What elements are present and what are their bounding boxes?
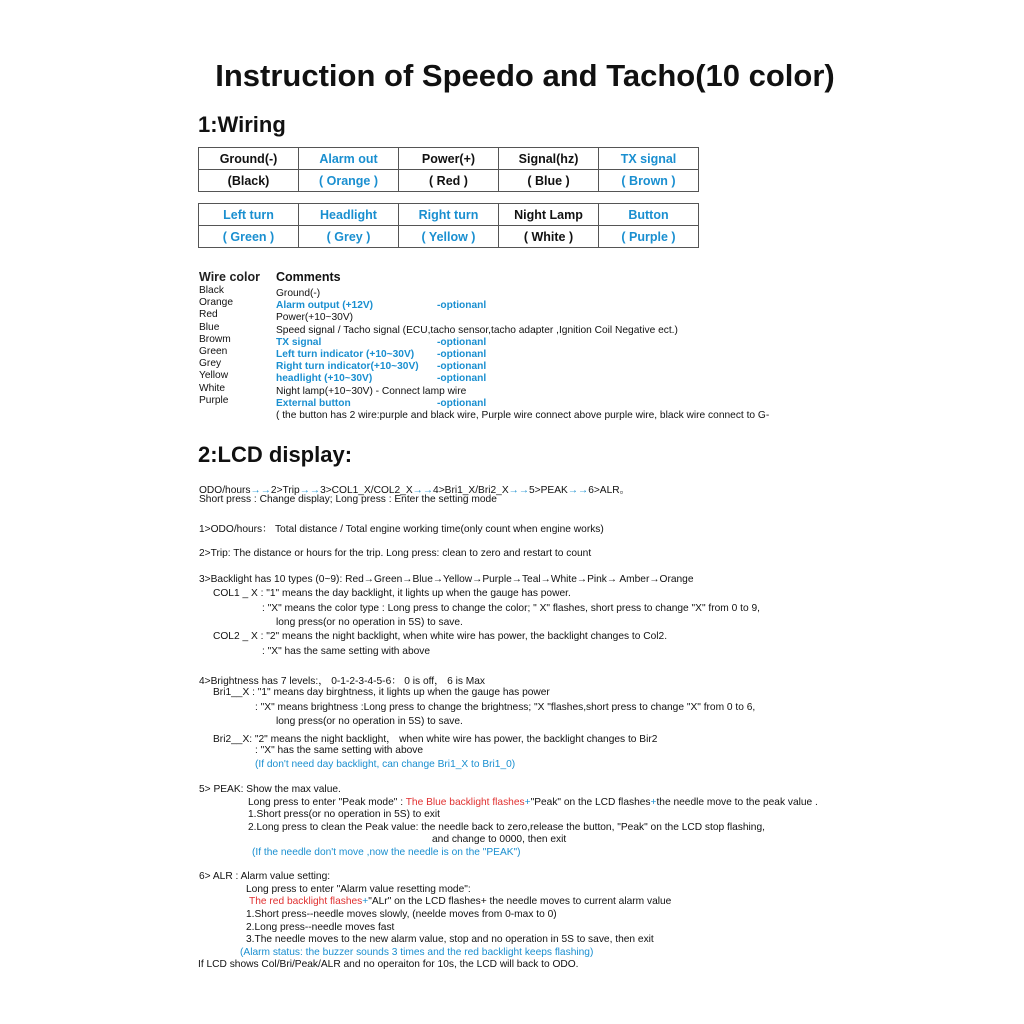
- item4-line6: : "X" has the same setting with above: [255, 745, 424, 756]
- wire-comment-item: [276, 325, 769, 337]
- wiring-cell: Signal(hz): [499, 148, 599, 170]
- item6-line3-b: "ALr" on the LCD flashes+ the needle moves to current alarm value: [368, 896, 672, 907]
- optional-tag: -optionanl: [437, 336, 487, 348]
- optional-tag: -optionanl: [437, 397, 487, 409]
- wiring-row: [199, 204, 699, 226]
- item3-line4: long press(or no operation in 5S) to save.: [276, 617, 463, 628]
- wire-color-item: Purple: [199, 394, 229, 406]
- item4-line4: long press(or no operation in 5S) to save.: [276, 716, 463, 727]
- wiring-cell: ( Red ): [399, 170, 499, 192]
- sequence-step: 2>Trip: [270, 485, 300, 496]
- wire-comment-item: [276, 300, 769, 312]
- wiring-cell: TX signal: [599, 148, 699, 170]
- item5-line1: 5> PEAK: Show the max value.: [199, 784, 341, 795]
- wiring-table-2: [198, 203, 699, 248]
- arrow-icon: →→: [567, 485, 589, 496]
- wiring-cell: Alarm out: [299, 148, 399, 170]
- wire-color-header: Wire color: [199, 270, 261, 284]
- item6-line8: If LCD shows Col/Bri/Peak/ALR and no operaiton for 10s, the LCD will back to ODO.: [198, 959, 579, 970]
- item6-line4: 1.Short press--needle moves slowly, (neelde moves from 0-max to 0): [246, 909, 557, 920]
- wire-comment-text: External button: [276, 397, 351, 409]
- item5-line2-b: The Blue backlight flashes: [405, 797, 525, 808]
- wire-color-item: Green: [199, 346, 228, 358]
- wiring-cell: (Black): [199, 170, 299, 192]
- item5-line2: [248, 797, 818, 808]
- item5-line6: (If the needle don't move ,now the needle is on the "PEAK"): [252, 847, 521, 858]
- wire-comment-item: [276, 312, 769, 324]
- arrow-icon: →→: [250, 485, 271, 496]
- wire-comment-list: [276, 288, 769, 422]
- wiring-cell: ( White ): [499, 226, 599, 248]
- item4-line1: 4>Brightness has 7 levels:， 0-1-2-3-4-5-6： 0 is off， 6 is Max: [199, 676, 486, 687]
- wire-comment-text: Night lamp(+10~30V) - Connect lamp wire: [276, 385, 467, 397]
- wire-color-item: White: [199, 382, 226, 394]
- wiring-table-1: [198, 147, 699, 192]
- item3-line5: COL2 _ X : "2" means the night backlight, when white wire has power, the backlight changes to Col2.: [213, 631, 668, 642]
- wiring-cell: Power(+): [399, 148, 499, 170]
- wire-comment-text: headlight (+10~30V): [276, 373, 373, 385]
- plus-sign: +: [650, 797, 657, 808]
- arrow-icon: →→: [412, 485, 434, 496]
- wiring-cell: ( Grey ): [299, 226, 399, 248]
- item4-line2: Bri1__X : "1" means day birghtness, it lights up when the gauge has power: [213, 687, 550, 698]
- item5-line2-c: "Peak" on the LCD flashes: [530, 797, 651, 808]
- sequence-step: ODO/hours: [199, 485, 251, 496]
- item5-line5: and change to 0000, then exit: [432, 834, 567, 845]
- sequence-step: 5>PEAK: [529, 485, 568, 496]
- item5-line4: 2.Long press to clean the Peak value: the needle back to zero,release the button, "Peak" on the LCD stop flashing,: [248, 822, 765, 833]
- optional-tag: -optionanl: [437, 361, 487, 373]
- item3-line2: COL1 _ X : "1" means the day backlight, it lights up when the gauge has power.: [213, 588, 571, 599]
- wiring-cell: ( Purple ): [599, 226, 699, 248]
- wiring-cell: ( Brown ): [599, 170, 699, 192]
- wire-comment-text: Right turn indicator(+10~30V): [276, 361, 419, 373]
- wiring-row: [199, 226, 699, 248]
- wire-color-item: Black: [199, 285, 224, 296]
- item3-line3: : "X" means the color type : Long press to change the color; " X" flashes, short press to change "X" from 0 to 9,: [262, 603, 760, 614]
- arrow-icon: →→: [299, 485, 321, 496]
- wire-comment-item: [276, 337, 769, 349]
- comments-header: Comments: [276, 270, 341, 284]
- wire-comment-text: Power(+10~30V): [276, 312, 354, 324]
- item6-line7: (Alarm status: the buzzer sounds 3 times and the red backlight keeps flashing): [240, 947, 594, 958]
- page-title: Instruction of Speedo and Tacho(10 color): [215, 58, 835, 93]
- item5-line2-d: the needle move to the peak value .: [656, 797, 818, 808]
- optional-tag: -optionanl: [437, 373, 487, 385]
- wiring-row: [199, 170, 699, 192]
- item6-line3: [249, 896, 671, 907]
- wire-color-item: Orange: [199, 297, 233, 309]
- wire-color-item: Yellow: [199, 370, 229, 382]
- sequence-step: 6>ALR。: [588, 485, 630, 496]
- item4-line5: Bri2__X: "2" means the night backlight， when white wire has power, the backlight changes to Bir2: [213, 734, 658, 745]
- plus-sign: +: [524, 797, 531, 808]
- item4-line7: (If don't need day backlight, can change Bri1_X to Bri1_0): [255, 759, 516, 770]
- sequence-step: 3>COL1_X/COL2_X: [320, 485, 413, 496]
- wiring-heading: 1:Wiring: [198, 112, 286, 137]
- item3-line1: 3>Backlight has 10 types (0~9): Red→Green→Blue→Yellow→Purple→Teal→White→Pink→ Amber→Orange: [199, 574, 694, 585]
- wire-comment-item: [276, 398, 769, 410]
- optional-tag: -optionanl: [437, 348, 487, 360]
- wire-color-item: Grey: [199, 358, 222, 370]
- item1-odo: 1>ODO/hours： Total distance / Total engine working time(only count when engine works): [199, 524, 604, 535]
- wiring-cell: Ground(-): [199, 148, 299, 170]
- wire-color-item: Browm: [199, 333, 231, 345]
- wire-comment-text: ( the button has 2 wire:purple and black wire, Purple wire connect above purple wire, black wire connect to G-: [276, 409, 770, 421]
- item6-line5: 2.Long press--needle moves fast: [246, 922, 395, 933]
- item2-trip: 2>Trip: The distance or hours for the trip. Long press: clean to zero and restart to count: [199, 548, 592, 559]
- wiring-cell: Button: [599, 204, 699, 226]
- plus-sign: +: [362, 896, 369, 907]
- wire-comment-text: TX signal: [276, 336, 322, 348]
- wiring-cell: ( Green ): [199, 226, 299, 248]
- wire-comment-item: [276, 349, 769, 361]
- wire-comment-item: [276, 288, 769, 300]
- wiring-row: [199, 148, 699, 170]
- wire-comment-text: Left turn indicator (+10~30V): [276, 348, 415, 360]
- wire-comment-text: Ground(-): [276, 288, 321, 299]
- wiring-cell: Left turn: [199, 204, 299, 226]
- wire-color-item: Red: [199, 309, 218, 321]
- sequence-step: 4>Bri1_X/Bri2_X: [433, 485, 509, 496]
- wire-comment-item: [276, 373, 769, 385]
- item4-line3: : "X" means brightness :Long press to change the brightness; "X "flashes,short press to change "X" from 0 to 6,: [255, 702, 756, 713]
- wiring-cell: ( Yellow ): [399, 226, 499, 248]
- wire-color-list: [199, 285, 233, 407]
- wire-color-item: Blue: [199, 321, 220, 333]
- wiring-cell: ( Orange ): [299, 170, 399, 192]
- item5-line2-a: Long press to enter "Peak mode" :: [248, 797, 406, 808]
- wire-comment-item: [276, 386, 769, 398]
- short-long-note: Short press : Change display; Long press : Enter the setting mode: [199, 494, 497, 505]
- wiring-cell: Headlight: [299, 204, 399, 226]
- wiring-cell: ( Blue ): [499, 170, 599, 192]
- optional-tag: -optionanl: [437, 300, 487, 312]
- wire-comment-text: Speed signal / Tacho signal (ECU,tacho sensor,tacho adapter ,Ignition Coil Negative ect.): [276, 324, 678, 336]
- item6-line3-a: The red backlight flashes: [249, 896, 363, 907]
- item6-line6: 3.The needle moves to the new alarm value, stop and no operation in 5S to save, then exit: [246, 934, 654, 945]
- wire-comment-item: [276, 410, 769, 422]
- wire-comment-item: [276, 361, 769, 373]
- wiring-cell: Right turn: [399, 204, 499, 226]
- item3-line6: : "X" has the same setting with above: [262, 646, 431, 657]
- arrow-icon: →→: [508, 485, 530, 496]
- wiring-cell: Night Lamp: [499, 204, 599, 226]
- item6-line1: 6> ALR : Alarm value setting:: [199, 871, 331, 882]
- wire-comment-text: Alarm output (+12V): [276, 300, 374, 312]
- item5-line3: 1.Short press(or no operation in 5S) to exit: [248, 809, 440, 820]
- lcd-heading: 2:LCD display:: [198, 442, 353, 467]
- item6-line2: Long press to enter "Alarm value resetting mode":: [246, 884, 471, 895]
